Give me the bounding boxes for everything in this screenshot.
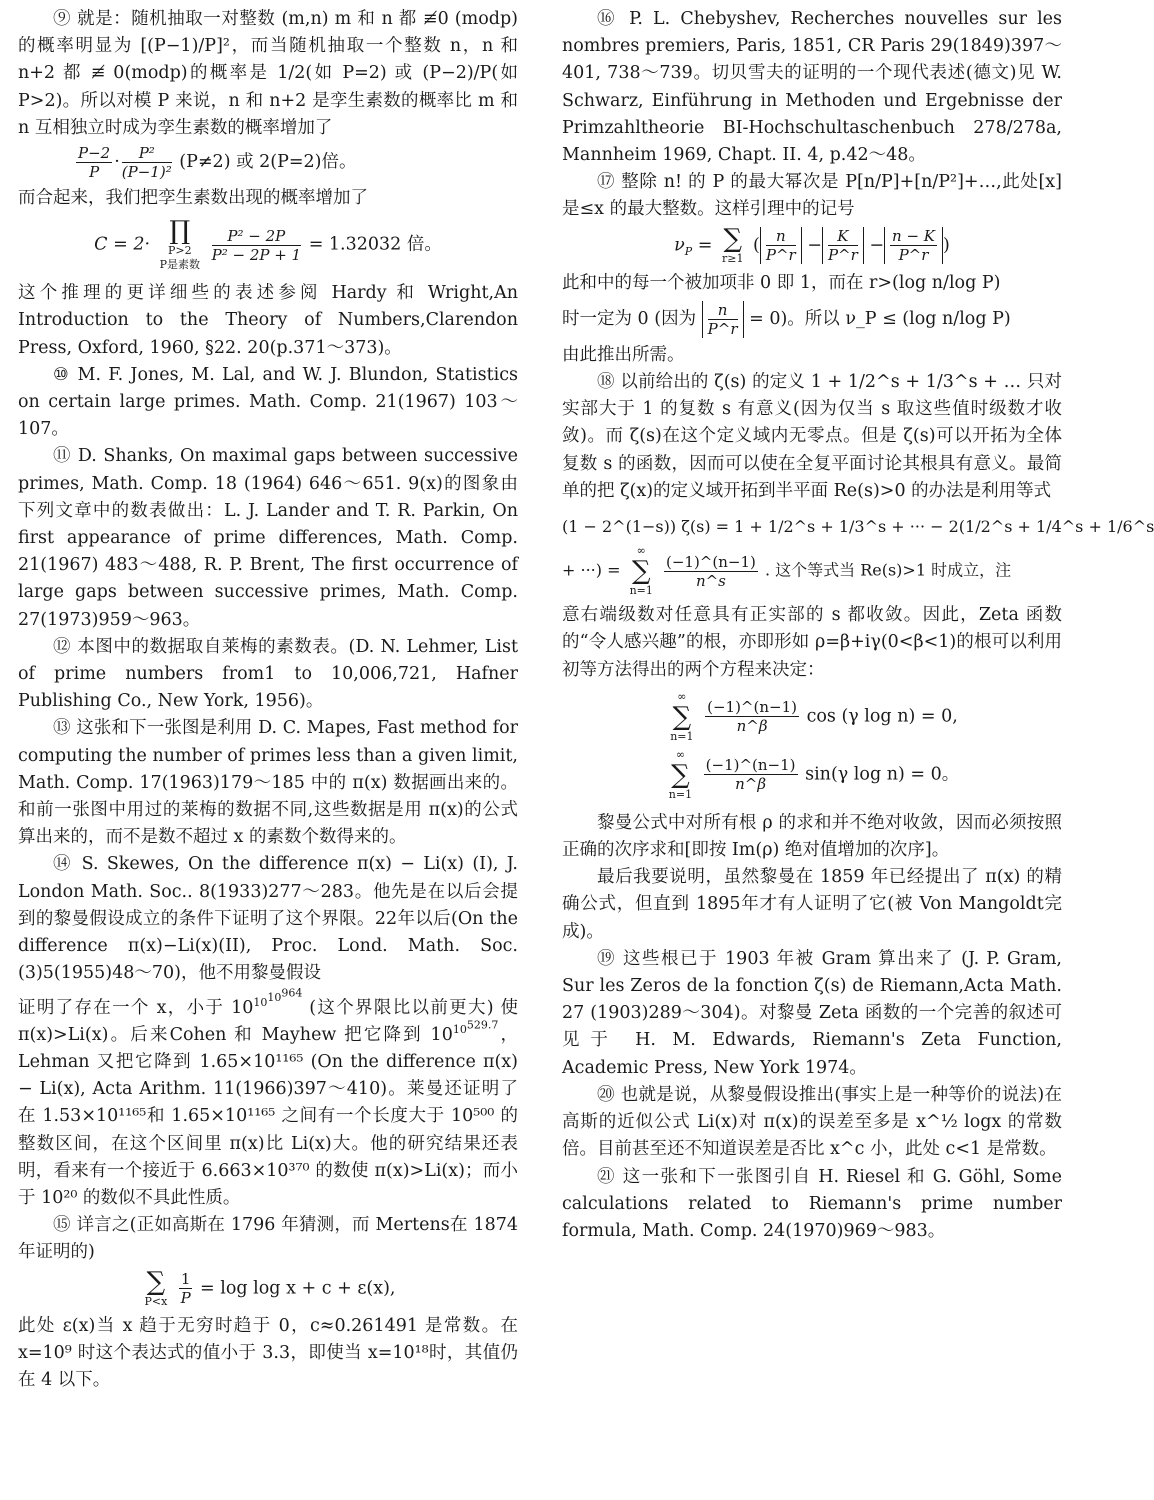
note-15-formula: ∑ P<x $\frac{1}{P}$ = log log x + c + ε(x), xyxy=(144,1266,396,1308)
note-9-formula-1: $\frac{P-2}{P}$ · $\frac{\text{P²}}{\text{(P−1)²}}$ (P≠2) 或 2(P=2)倍。 xyxy=(78,144,357,182)
note-19: ⑲ 这些根已于 1903 年被 Gram 算出来了 (J. P. Gram, Sur les Zeros de la fonction ζ(s) de Riemann,Acta Math. 27 (1903)289～304)。对黎曼 Zeta 函数的一个完善的叙述可见于 H. M. Edwards, Riemann's Zeta Function, Academic Press, New York 1974。 xyxy=(562,948,1062,1078)
right-column xyxy=(562,6,1154,1245)
note-17: ⑰ 整除 n! 的 P 的最大幂次是 P[n/P]+[n/P²]+…,此处[x]是≤x 的最大整数。这样引理中的记号 xyxy=(562,172,1062,220)
note-14: ⑭ S. Skewes, On the difference π(x) − Li(x) (I), J. London Math. Soc.. 8(1933)277～283。他先是在以后会提到的黎曼假设成立的条件下证明了这个界限。22年以后(On the difference π(x)−Li(x)(II), Proc. Lond. Math. Soc. (3)5(1955)48～70)，他不用黎曼假设 xyxy=(18,854,518,984)
note-12: ⑫ 本图中的数据取自莱梅的素数表。(D. N. Lehmer, List of prime numbers from1 to 10,006,721, Hafner Publishing Co., New York, 1956)。 xyxy=(18,636,518,712)
note-18-text-b: 意右端级数对任意具有正实部的 s 都收敛。因此，Zeta 函数的“令人感兴趣”的根，亦即形如 ρ=β+iγ(0<β<1)的根可以利用初等方法得出的两个方程来决定： xyxy=(562,605,1062,680)
note-20: ⑳ 也就是说，从黎曼假设推出(事实上是一种等价的说法)在高斯的近似公式 Li(x)对 π(x)的误差至多是 x^½ logx 的常数倍。目前甚至还不知道误差是否比 x^c 小，此处 c<1 是常数。 xyxy=(562,1084,1062,1160)
note-18-formula-1: (1 − 2^(1−s)) ζ(s) = 1 + 1/2^s + 1/3^s + ··· − 2(1/2^s + 1/4^s + 1/6^s xyxy=(562,517,1154,537)
note-18-text-d: 最后我要说明，虽然黎曼在 1859 年已经提出了 π(x) 的精确公式，但直到 1895年才有人证明了它(被 Von Mangoldt完成)。 xyxy=(562,867,1062,942)
note-17-text-b: 此和中的每一个被加项非 0 即 1，而在 r>(log n/log P) xyxy=(562,272,1001,293)
note-14-bound: 证明了存在一个 x，小于 $10^{10^{10^{964}}}$ (这个界限比以前更大) 使 π(x)>Li(x)。后来Cohen 和 Mayhew 把它降到 $10^{10^{529.7}}$，Lehman 又把它降到 1.65×10¹¹⁶⁵ (On the difference π(x) − Li(x), Acta Arithm. 11(1966)397～410)。莱曼还证明了在 1.53×10¹¹⁶⁵和 1.65×10¹¹⁶⁵ 之间有一个长度大于 10⁵⁰⁰ 的整数区间，在这个区间里 π(x)比 Li(x)大。他的研究结果还表明，看来有一个接近于 6.663×10³⁷⁰ 的数使 π(x)>Li(x)；而小于 10²⁰ 的数似不具此性质。 xyxy=(18,986,518,1209)
note-21: ㉑ 这一张和下一张图引自 H. Riesel 和 G. Göhl, Some calculations related to Riemann's prime number formula, Math. Comp. 24(1970)969～983。 xyxy=(562,1166,1062,1241)
note-18-equation-cos: ∞ ∑ n=1 $\frac{(-1)\^{}(n-1)}{n\^{}\beta}$ cos (γ log n) = 0, xyxy=(670,689,958,743)
note-18-formula-2: + ···) = ∞ ∑ n=1 $\frac{(-1)\^{}(n-1)}{n\^{}s}$ . 这个等式当 Re(s)>1 时成立，注 xyxy=(562,544,1012,598)
note-11: ⑪ D. Shanks, On maximal gaps between successive primes, Math. Comp. 18 (1964) 646～651. 9(x)的图象由下列文章中的数表做出：L. J. Lander and T. R. Parkin, On first appearance of prime differences, Math. Comp. 21(1967) 483～488, R. P. Brent, The first occurrence of large gaps between successive primes, Math. Comp. 27(1973)959～963。 xyxy=(18,446,518,630)
note-9-formula-2: C = 2· ∏ P>2 P是素数 $\frac{\text{P² − 2P}}{\text{P² − 2P + 1}}$ = 1.32032 倍。 xyxy=(94,216,442,272)
note-13: ⑬ 这张和下一张图是利用 D. C. Mapes, Fast method for computing the number of primes less than a given limit, Math. Comp. 17(1963)179～185 中的 π(x) 数据画出来的。和前一张图中用过的莱梅的数据不同,这些数据是用 π(x)的公式算出来的，而不是数不超过 x 的素数个数得来的。 xyxy=(18,718,518,848)
note-9-text: ⑨ 就是：随机抽取一对整数 (m,n) m 和 n 都 ≢0 (modp)的概率明显为 [(P−1)/P]²，而当随机抽取一个整数 n，n 和 n+2 都 ≢ 0(modp)的概率是 1/2(如 P=2) 或 (P−2)/P(如 P>2)。所以对模 P 来说，n 和 n+2 是孪生素数的概率比 m 和 n 互相独立时成为孪生素数的概率增加了 xyxy=(18,9,518,138)
note-9-text-b: 而合起来，我们把孪生素数出现的概率增加了 xyxy=(18,188,368,209)
note-17-text-c: 时一定为 0 (因为 $\frac{n}{P\^{}r}$ = 0)。所以 ν_P ≤ (log n/log P) xyxy=(562,300,1011,338)
left-column xyxy=(18,6,518,1394)
note-18-equation-sin: ∞ ∑ n=1 $\frac{(-1)\^{}(n-1)}{n\^{}\beta}$ sin(γ log n) = 0。 xyxy=(668,747,960,801)
note-16: ⑯ P. L. Chebyshev, Recherches nouvelles sur les nombres premiers, Paris, 1851, CR Paris 29(1849)397～401, 738～739。切贝雪夫的证明的一个现代表述(德文)见 W. Schwarz, Einführung in Methoden und Ergebnisse der Primzahltheorie BI-Hochschultaschenbuch 278/278a, Mannheim 1969, Chapt. II. 4, p.42～48。 xyxy=(562,9,1062,166)
note-9-reference: 这个推理的更详细些的表述参阅 Hardy 和 Wright,An Introduction to the Theory of Numbers,Clarendon Press, Oxford, 1960, §22. 20(p.371～373)。 xyxy=(18,283,518,358)
note-17-formula: $\nu_P$ = ∑ r≥1 ( $\frac{n}{P\^{}r}$ − $\frac{K}{P\^{}r}$ − $\frac{n - K}{P\^{}r}$ ) xyxy=(674,223,950,265)
note-15-text-b: 此处 ε(x)当 x 趋于无穷时趋于 0，c≈0.261491 是常数。在 x=10⁹ 时这个表达式的值小于 3.3，即使当 x=10¹⁸时，其值仍在 4 以下。 xyxy=(18,1315,518,1391)
note-15: ⑮ 详言之(正如高斯在 1796 年猜测，而 Mertens在 1874 年证明的) xyxy=(18,1215,518,1263)
note-18-text-c: 黎曼公式中对所有根 ρ 的求和并不绝对收敛，因而必须按照正确的次序求和[即按 Im(ρ) 绝对值增加的次序]。 xyxy=(562,812,1062,861)
note-18: ⑱ 以前给出的 ζ(s) 的定义 1 + 1/2^s + 1/3^s + … 只对实部大于 1 的复数 s 有意义(因为仅当 s 取这些值时级数才收敛)。而 ζ(s)在这个定义域内无零点。但是 ζ(s)可以开拓为全体复数 s 的函数，因而可以使在全复平面讨论其根具有意义。最简单的把 ζ(x)的定义域开拓到半平面 Re(s)>0 的办法是利用等式 xyxy=(562,372,1062,501)
note-10: ⑩ M. F. Jones, M. Lal, and W. J. Blundon, Statistics on certain large primes. Math. Comp. 21(1967) 103～107。 xyxy=(18,364,518,440)
note-17-text-d: 由此推出所需。 xyxy=(562,344,685,365)
